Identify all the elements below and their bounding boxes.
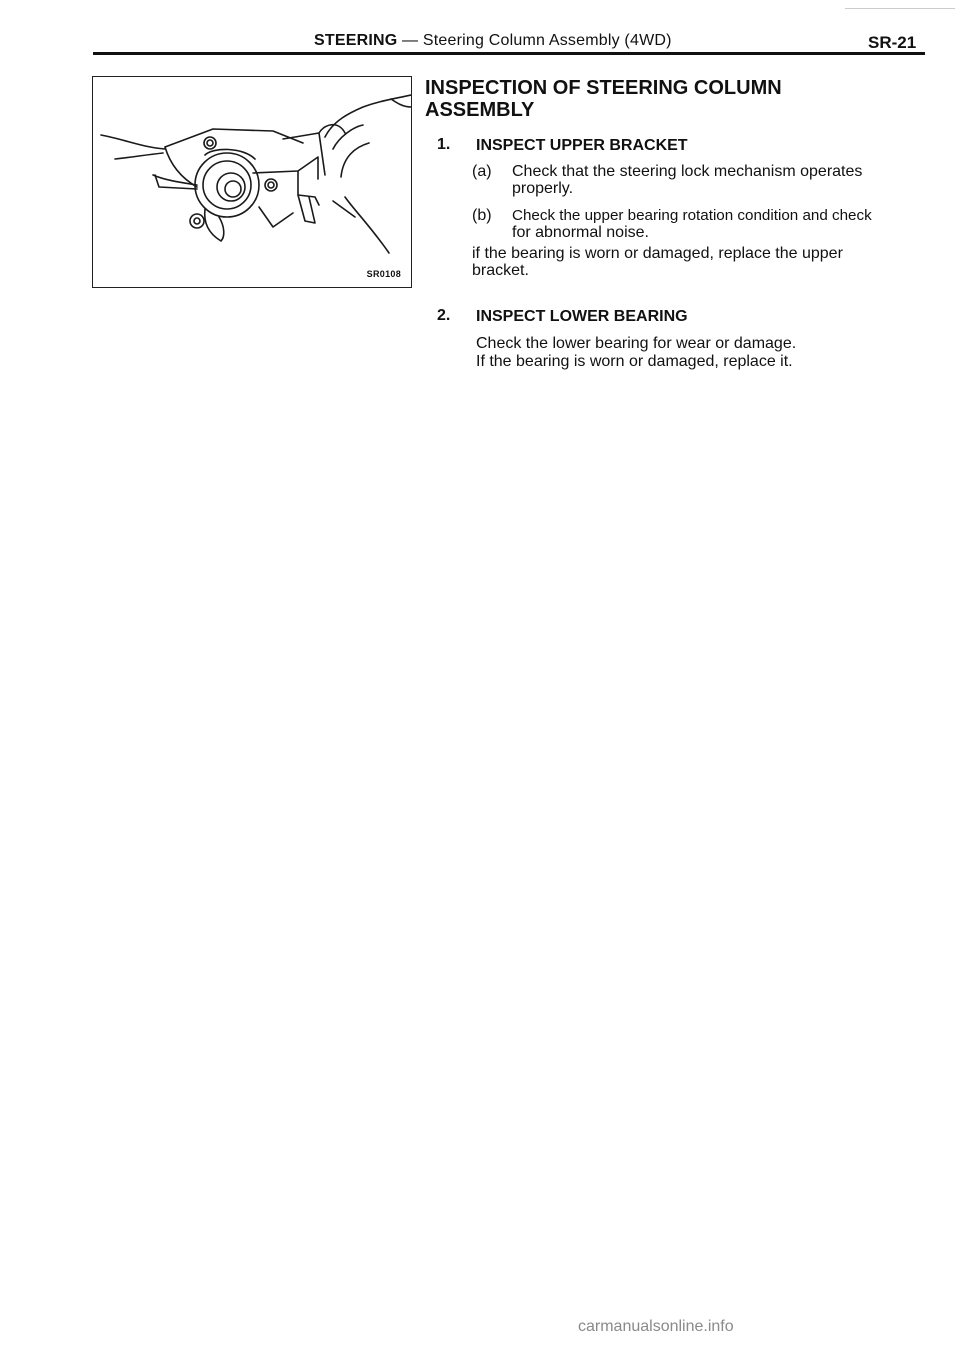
header-rule bbox=[93, 52, 925, 55]
page-header bbox=[314, 32, 672, 50]
section-title bbox=[425, 77, 782, 121]
step-2-line-2: If the bearing is worn or damaged, replace it. bbox=[476, 353, 793, 370]
step-1a-line-1: Check that the steering lock mechanism operates bbox=[512, 163, 863, 180]
step-1-note-line-2: bracket. bbox=[472, 262, 529, 279]
title-line-1: INSPECTION OF STEERING COLUMN bbox=[425, 77, 782, 99]
header-dash: — bbox=[402, 32, 419, 49]
figure-id: SR0108 bbox=[366, 269, 401, 279]
top-edge-line bbox=[845, 8, 955, 9]
title-line-2: ASSEMBLY bbox=[425, 99, 535, 121]
header-section: STEERING bbox=[314, 32, 398, 49]
step-1a-label: (a) bbox=[472, 163, 492, 180]
step-2-line-1: Check the lower bearing for wear or damage. bbox=[476, 335, 797, 352]
page-number: SR-21 bbox=[868, 33, 917, 52]
step-2-number: 2. bbox=[437, 307, 451, 324]
step-1b-line-1: Check the upper bearing rotation condition and check bbox=[512, 207, 872, 224]
header-subtitle: Steering Column Assembly (4WD) bbox=[422, 32, 672, 49]
step-1b-label: (b) bbox=[472, 207, 492, 224]
watermark: carmanualsonline.info bbox=[578, 1318, 734, 1335]
steering-column-illustration bbox=[93, 77, 411, 287]
step-1-note-line-1: if the bearing is worn or damaged, replace the upper bbox=[472, 245, 843, 262]
step-1-number: 1. bbox=[437, 136, 451, 153]
step-1-heading: INSPECT UPPER BRACKET bbox=[476, 137, 688, 154]
step-2-heading: INSPECT LOWER BEARING bbox=[476, 308, 688, 325]
step-1b-line-2: for abnormal noise. bbox=[512, 224, 649, 241]
step-1a-line-2: properly. bbox=[512, 180, 574, 197]
steering-column-figure bbox=[92, 76, 412, 288]
